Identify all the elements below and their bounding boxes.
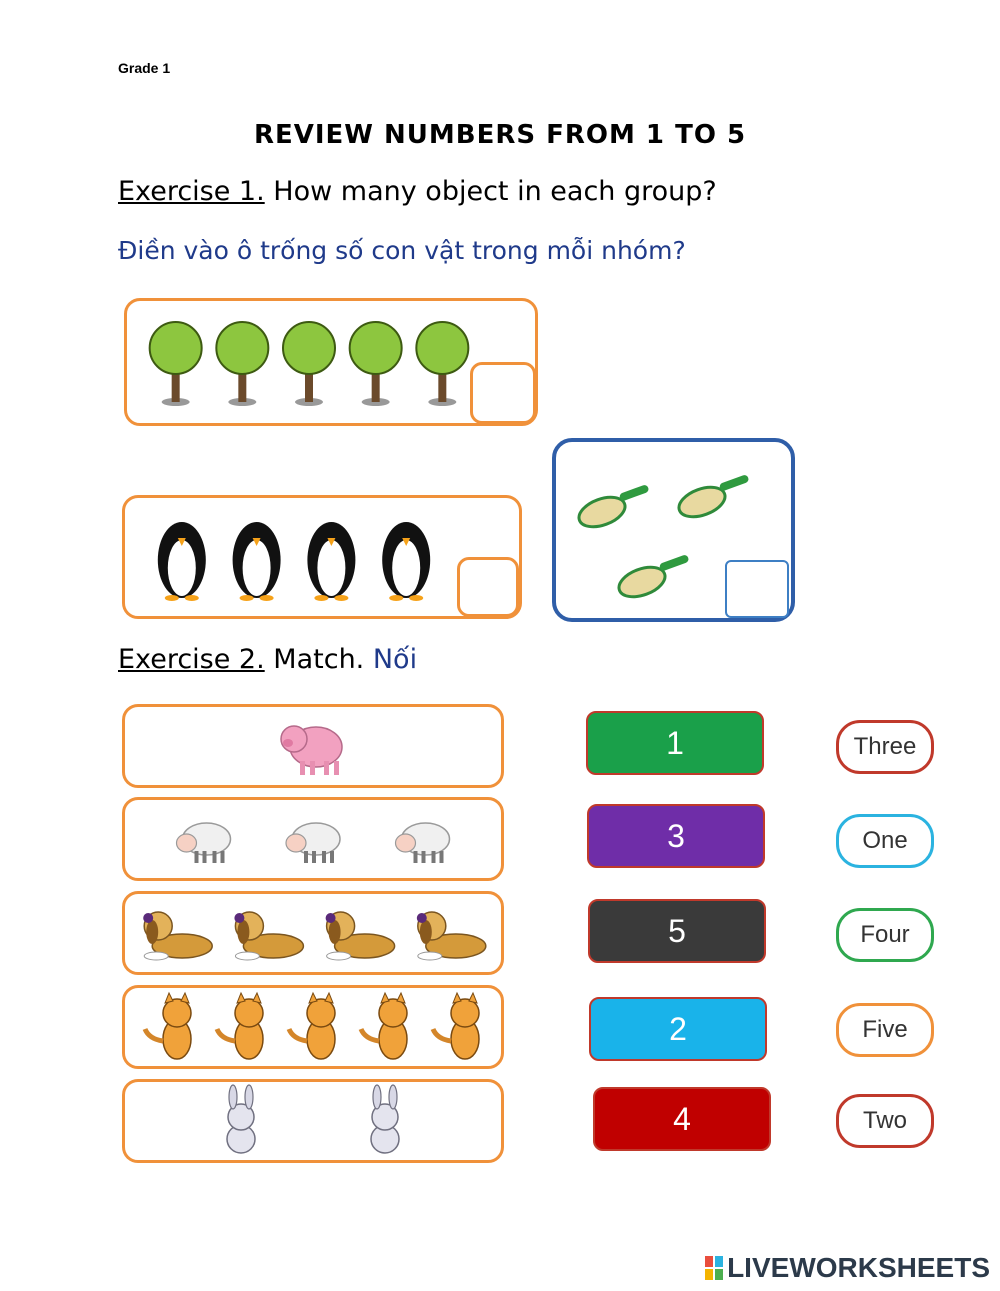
page-title: REVIEW NUMBERS FROM 1 TO 5 [253,120,747,150]
number-box-2[interactable]: 2 [589,997,767,1061]
pig-row[interactable] [122,704,504,788]
cat-illustration [125,988,501,1066]
tree-icon [350,322,402,406]
cat-row[interactable] [122,985,504,1069]
exercise2-instruction-vn: Nối [372,644,418,675]
exercise2-instruction: Match. [273,644,365,675]
tree-icon [216,322,268,406]
pig-icon [281,726,342,775]
cat-group [125,988,501,1066]
rabbit-group [125,1082,501,1160]
tree-count-answer-box[interactable] [470,362,536,424]
exercise2-label: Exercise 2. [118,644,265,675]
cat-icon [361,993,407,1059]
tree-illustration [139,315,479,415]
penguin-illustration [139,512,449,608]
word-box-three[interactable]: Three [836,720,934,774]
brand-name: LIVEWORKSHEETS [727,1252,990,1283]
word-box-five[interactable]: Five [836,1003,934,1057]
exercise1-heading [118,176,717,207]
penguin-count-answer-box[interactable] [457,557,519,617]
sheep-group [125,800,501,878]
cat-icon [217,993,263,1059]
word-box-two[interactable]: Two [836,1094,934,1148]
penguin-icon [158,522,206,601]
tree-icon [150,322,202,406]
word-box-one[interactable]: One [836,814,934,868]
tree-group [139,315,479,415]
sheep-icon [396,823,450,863]
sheep-illustration [125,800,501,878]
hairbrush-icon [576,484,650,532]
pig-group [125,707,501,785]
penguin-group [139,512,449,608]
tree-icon [416,322,468,406]
dog-group [125,894,501,972]
tree-icon [283,322,335,406]
dog-illustration [125,894,501,972]
cat-icon [433,993,479,1059]
grade-label: Grade 1 [118,60,171,76]
dog-icon [417,912,486,960]
hairbrush-icon [615,554,690,602]
dog-row[interactable] [122,891,504,975]
penguin-icon [382,522,430,601]
number-box-4[interactable]: 4 [593,1087,771,1151]
hairbrush-icon [675,474,750,522]
exercise2-heading [118,644,417,675]
rabbit-illustration [125,1082,501,1160]
rabbit-row[interactable] [122,1079,504,1163]
number-box-1[interactable]: 1 [586,711,764,775]
penguin-icon [233,522,281,601]
brand-logo [705,1252,990,1284]
cat-icon [145,993,191,1059]
exercise1-instruction-vn: Điền vào ô trống số con vật trong mỗi nhóm? [118,236,686,265]
dog-icon [234,912,303,960]
number-box-5[interactable]: 5 [588,899,766,963]
sheep-icon [286,823,340,863]
exercise1-label: Exercise 1. [118,176,265,207]
brush-count-answer-box[interactable] [725,560,789,618]
pig-illustration [125,707,501,785]
exercise1-instruction: How many object in each group? [273,176,717,207]
sheep-row[interactable] [122,797,504,881]
cat-icon [289,993,335,1059]
penguin-icon [307,522,355,601]
number-box-3[interactable]: 3 [587,804,765,868]
rabbit-icon [227,1085,255,1153]
rabbit-icon [371,1085,399,1153]
dog-icon [143,912,212,960]
word-box-four[interactable]: Four [836,908,934,962]
liveworksheets-logo-icon [705,1256,723,1280]
dog-icon [326,912,395,960]
sheep-icon [177,823,231,863]
